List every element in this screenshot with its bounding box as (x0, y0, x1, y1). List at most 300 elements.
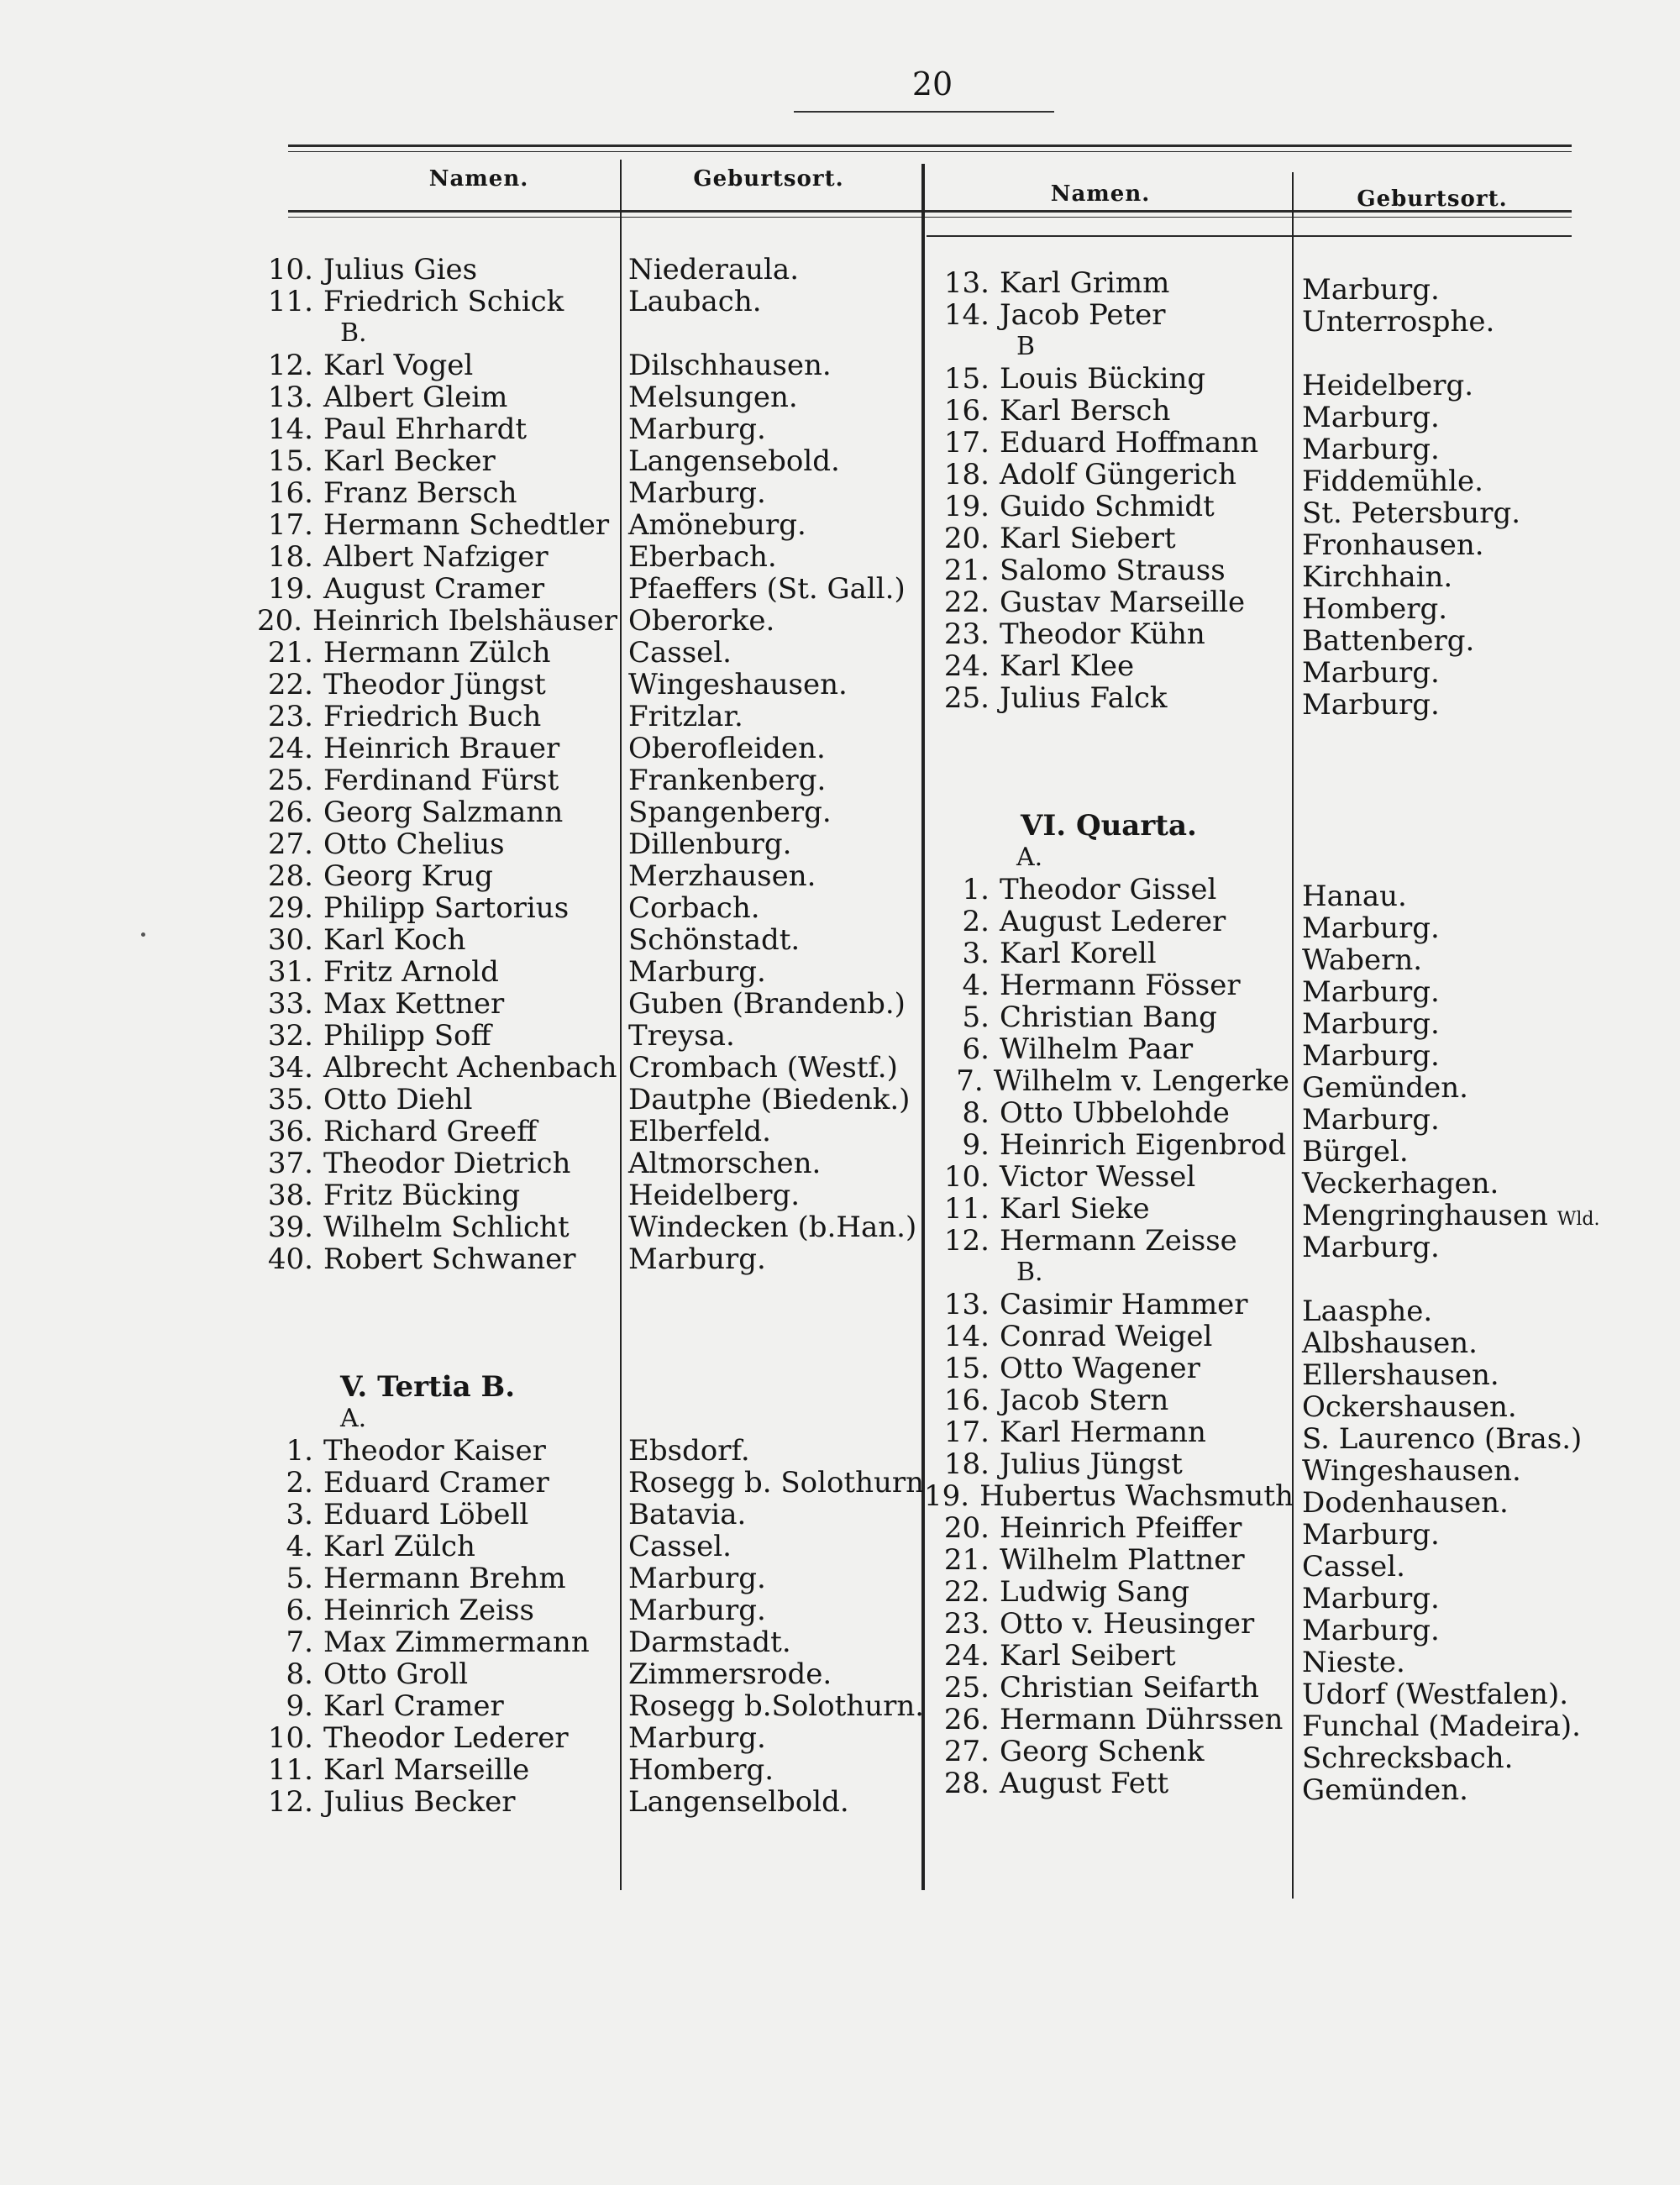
entry-birthplace: Heidelberg. (628, 1179, 801, 1212)
entry-number: 4. (286, 1530, 313, 1563)
header-bottom-rule-right (927, 235, 1572, 237)
entry-name: Philipp Soff (323, 1019, 491, 1053)
entry-name: August Lederer (1000, 905, 1226, 938)
entry-name: Hermann Zülch (323, 636, 551, 670)
entry-birthplace: Marburg. (628, 1594, 766, 1627)
list-item (248, 509, 617, 541)
entry-number: 20. (256, 604, 303, 638)
entry-name: Hubertus Wachsmuth (979, 1479, 1294, 1513)
entry-birthplace: Wingeshausen. (1302, 1454, 1521, 1488)
entry-birthplace: Heidelberg. (1302, 369, 1474, 402)
list-item (924, 1033, 1289, 1065)
entry-name: Conrad Weigel (1000, 1320, 1213, 1353)
entry-birthplace: Rosegg b.Solothurn. (628, 1689, 925, 1723)
list-item (248, 477, 617, 509)
page-number-rule (794, 111, 1054, 113)
list-item (248, 1722, 617, 1754)
entry-name: Karl Vogel (323, 349, 474, 382)
birthplace-row (628, 1148, 918, 1179)
list-item (924, 682, 1289, 714)
list-item (248, 1179, 617, 1211)
entry-number: 30. (267, 923, 313, 957)
birthplace-row (1302, 1710, 1672, 1742)
list-item (248, 1052, 617, 1084)
entry-name: Wilhelm v. Lengerke (993, 1064, 1289, 1098)
entry-name: Karl Korell (1000, 937, 1157, 970)
birthplace-row (628, 1243, 918, 1275)
entry-birthplace: Funchal (Madeira). (1302, 1710, 1581, 1743)
entry-number: 1. (962, 873, 990, 906)
entry-birthplace: Wingeshausen. (628, 668, 848, 701)
entry-number: 1. (286, 1434, 313, 1468)
list-item (248, 1116, 617, 1148)
list-item (248, 254, 617, 286)
entry-birthplace: Crombach (Westf.) (628, 1051, 898, 1085)
entry-birthplace: Darmstadt. (628, 1626, 791, 1659)
section-sublabel (924, 331, 1289, 363)
entry-name: Franz Bersch (323, 476, 517, 510)
entry-number: 10. (943, 1160, 990, 1194)
entry-number: 14. (943, 298, 990, 332)
entry-name: Theodor Lederer (323, 1721, 569, 1755)
list-item (248, 764, 617, 796)
entry-name: Theodor Gissel (1000, 873, 1217, 906)
birthplace-row (628, 828, 918, 860)
entry-birthplace: Guben (Brandenb.) (628, 987, 906, 1021)
entry-birthplace: Marburg. (1302, 911, 1440, 945)
entry-name: Theodor Kaiser (323, 1434, 546, 1468)
list-item (248, 1211, 617, 1243)
entry-name: Max Zimmermann (323, 1626, 590, 1659)
birthplace-row (628, 701, 918, 733)
birthplace-row (1302, 1487, 1672, 1519)
entry-number: 15. (267, 444, 313, 478)
entry-name: Julius Jüngst (1000, 1447, 1183, 1481)
entry-name: Julius Becker (323, 1785, 516, 1819)
entry-birthplace: Marburg. (1302, 1582, 1440, 1615)
entry-birthplace: Marburg. (1302, 1007, 1440, 1041)
list-item (924, 1225, 1289, 1257)
entry-name: Karl Sieke (1000, 1192, 1150, 1226)
entry-birthplace: Dillenburg. (628, 827, 792, 861)
entry-birthplace: Mengringhausen (1302, 1199, 1548, 1232)
section-sublabel (248, 1403, 617, 1435)
entry-name: Albert Gleim (323, 381, 508, 414)
birthplace-row (1302, 1295, 1672, 1327)
entry-birthplace: Langensebold. (628, 444, 840, 478)
entry-number: 8. (286, 1657, 313, 1691)
entry-birthplace: S. Laurenco (Bras.) (1302, 1422, 1583, 1456)
entry-birthplace: Gemünden. (1302, 1773, 1468, 1807)
entry-birthplace: Marburg. (1302, 1614, 1440, 1647)
list-item (248, 1786, 617, 1818)
entry-name: Theodor Dietrich (323, 1147, 571, 1180)
entry-birthplace: Rosegg b. Solothurn (628, 1466, 925, 1500)
table-top-rule-thin (288, 151, 1572, 152)
entry-number: 23. (267, 700, 313, 733)
list-item (924, 427, 1289, 459)
entry-birthplace: Marburg. (1302, 273, 1440, 307)
birthplace-row (628, 573, 918, 605)
entry-name: Karl Hermann (1000, 1416, 1206, 1449)
entry-name: Karl Grimm (1000, 266, 1170, 300)
entry-birthplace: Cassel. (628, 1530, 732, 1563)
entry-name: Otto Diehl (323, 1083, 473, 1116)
entry-number: 13. (267, 381, 313, 414)
entry-birthplace: Altmorschen. (628, 1147, 822, 1180)
entry-name: Hermann Fösser (1000, 969, 1241, 1002)
entry-name: Hermann Zeisse (1000, 1224, 1237, 1258)
birthplace-row (1302, 1359, 1672, 1391)
entry-number: 28. (267, 859, 313, 893)
birthplace-row (628, 1020, 918, 1052)
entry-number: 18. (943, 1447, 990, 1481)
birthplace-row (1302, 1391, 1672, 1423)
birthplace-row (628, 1499, 918, 1531)
entry-birthplace: Homberg. (1302, 592, 1448, 626)
entry-birthplace: Marburg. (1302, 1103, 1440, 1137)
entry-number: 13. (943, 1288, 990, 1321)
list-item (248, 1499, 617, 1531)
entry-name: August Fett (1000, 1767, 1169, 1800)
entry-birthplace: Marburg. (628, 412, 766, 446)
entry-number: 7. (286, 1626, 313, 1659)
birthplace-row (1302, 465, 1672, 497)
birthplace-row (1302, 370, 1672, 402)
entry-number: 25. (943, 681, 990, 715)
entry-name: Ludwig Sang (1000, 1575, 1190, 1609)
birthplace-row (628, 1689, 925, 1723)
entry-number: 18. (943, 458, 990, 491)
entry-name: August Cramer (323, 572, 545, 606)
birthplace-row (628, 1722, 918, 1754)
entry-name: Fritz Arnold (323, 955, 499, 989)
birthplace-row (1302, 1774, 1672, 1806)
entry-birthplace: Laasphe. (1302, 1295, 1433, 1328)
birthplace-row (628, 1435, 918, 1467)
sublabel-text: A. (1016, 843, 1043, 872)
entry-number: 23. (943, 617, 990, 651)
spacer (248, 1275, 617, 1339)
entry-number: 13. (943, 266, 990, 300)
entry-number: 27. (267, 827, 313, 861)
birthplace-row (1302, 976, 1672, 1008)
entry-name: Eduard Hoffmann (1000, 426, 1259, 460)
list-item (924, 395, 1289, 427)
birthplace-row (628, 413, 918, 445)
birthplace-row (1302, 912, 1672, 944)
entry-number: 29. (267, 891, 313, 925)
list-item (924, 906, 1289, 938)
entry-number: 22. (943, 1575, 990, 1609)
list-item (924, 938, 1289, 969)
birthplace-row (1302, 1136, 1672, 1168)
entry-birthplace: Amöneburg. (628, 508, 806, 542)
birthplace-row (1302, 1040, 1672, 1072)
birthplace-row (1302, 274, 1672, 306)
page-number: 20 (911, 66, 953, 102)
entry-number: 21. (943, 1543, 990, 1577)
birthplace-row (1302, 1072, 1672, 1104)
list-item (924, 969, 1289, 1001)
list-item (248, 1594, 617, 1626)
list-item (924, 1065, 1289, 1097)
entry-number: 9. (286, 1689, 313, 1723)
entry-number: 12. (267, 1785, 313, 1819)
entry-birthplace: Marburg. (1302, 688, 1440, 722)
entry-name: Karl Bersch (1000, 394, 1171, 428)
entry-name: Gustav Marseille (1000, 586, 1246, 619)
entry-birthplace: Marburg. (1302, 433, 1440, 466)
birthplace-row (1302, 306, 1672, 338)
list-item (924, 1479, 1294, 1513)
entry-name: Theodor Kühn (1000, 617, 1205, 651)
birthplace-row (628, 733, 918, 764)
entry-number: 10. (267, 253, 313, 286)
list-item (924, 299, 1289, 331)
birthplace-row (1302, 721, 1672, 785)
birthplace-row (628, 764, 918, 796)
entry-name: Karl Marseille (323, 1753, 530, 1787)
entry-birthplace: Fronhausen. (1302, 528, 1484, 562)
entry-number: 24. (943, 1639, 990, 1673)
list-item (924, 554, 1289, 586)
entry-number: 17. (943, 1416, 990, 1449)
entry-birthplace: Kirchhain. (1302, 560, 1453, 594)
list-item (924, 1672, 1289, 1704)
entry-number: 11. (943, 1192, 990, 1226)
entry-birthplace: Hanau. (1302, 880, 1407, 913)
list-item (924, 1704, 1289, 1736)
entry-name: Ferdinand Fürst (323, 764, 559, 797)
birthplace-row (1302, 1519, 1672, 1551)
birthplace-row (628, 1658, 918, 1690)
entry-number: 19. (267, 572, 313, 606)
entry-birthplace: Cassel. (628, 636, 732, 670)
entry-name: Georg Krug (323, 859, 493, 893)
entry-birthplace: Zimmersrode. (628, 1657, 832, 1691)
birthplace-row (1302, 1263, 1672, 1295)
birthplace-row (628, 1754, 918, 1786)
spacer (924, 714, 1289, 778)
entry-birthplace: Ebsdorf. (628, 1434, 750, 1468)
birthplace-row (1302, 593, 1672, 625)
entry-birthplace: Dodenhausen. (1302, 1486, 1509, 1520)
list-item (924, 1321, 1289, 1352)
entry-number: 3. (286, 1498, 313, 1531)
entry-number: 9. (962, 1128, 990, 1162)
entry-name: Louis Bücking (1000, 362, 1206, 396)
entry-number: 32. (267, 1019, 313, 1053)
class-heading-text: VI. Quarta. (1021, 809, 1197, 843)
entry-birthplace: Marburg. (628, 476, 766, 510)
entry-name: Jacob Peter (1000, 298, 1166, 332)
entry-name: Wilhelm Plattner (1000, 1543, 1245, 1577)
entry-number: 14. (267, 412, 313, 446)
entry-birthplace: Marburg. (628, 1242, 766, 1276)
list-item (924, 1129, 1289, 1161)
entry-name: Eduard Cramer (323, 1466, 549, 1500)
entry-number: 12. (267, 349, 313, 382)
birthplace-row (628, 1052, 918, 1084)
class-heading (248, 1339, 617, 1403)
table-top-rule (288, 144, 1572, 147)
entry-name: Theodor Jüngst (323, 668, 546, 701)
birthplace-row (628, 1563, 918, 1594)
entry-name: Paul Ehrhardt (323, 412, 528, 446)
entry-birthplace: Schönstadt. (628, 923, 801, 957)
entry-birthplace: Marburg. (628, 1721, 766, 1755)
birthplace-row (628, 988, 918, 1020)
birthplace-row (628, 1594, 918, 1626)
birthplace-row (628, 669, 918, 701)
entry-name: Wilhelm Schlicht (323, 1211, 570, 1244)
sublabel-text: B. (1016, 1258, 1043, 1287)
entry-number: 19. (924, 1479, 970, 1513)
list-item (248, 1084, 617, 1116)
list-item (248, 1626, 617, 1658)
list-item (924, 1097, 1289, 1129)
list-item (924, 1608, 1289, 1640)
birthplace-row (628, 637, 918, 669)
right-names-column (924, 266, 1294, 1800)
entry-name: Karl Klee (1000, 649, 1135, 683)
entry-birthplace: Homberg. (628, 1753, 774, 1787)
birthplace-row (628, 541, 918, 573)
entry-birthplace: Unterrosphe. (1302, 305, 1495, 339)
sublabel-text: B. (340, 318, 367, 348)
entry-name: Salomo Strauss (1000, 554, 1226, 587)
entry-number: 2. (962, 905, 990, 938)
left-names-column (248, 254, 617, 1818)
birthplace-row (1302, 944, 1672, 976)
birthplace-row (628, 445, 918, 477)
list-item (248, 701, 617, 733)
birthplace-row (1302, 1742, 1672, 1774)
entry-number: 26. (267, 796, 313, 829)
entry-number: 18. (267, 540, 313, 574)
birthplace-row (1302, 497, 1672, 529)
entry-birthplace: Oberorke. (628, 604, 775, 638)
list-item (924, 267, 1289, 299)
list-item (924, 650, 1289, 682)
birthplace-row (1302, 1615, 1672, 1647)
birthplace-row (628, 381, 918, 413)
entry-number: 5. (286, 1562, 313, 1595)
entry-name: Jacob Stern (1000, 1384, 1169, 1417)
entry-name: Heinrich Zeiss (323, 1594, 534, 1627)
entry-name: Eduard Löbell (323, 1498, 529, 1531)
birthplace-row (1302, 785, 1672, 848)
entry-birthplace: Gemünden. (1302, 1071, 1468, 1105)
entry-birthplace: Nieste. (1302, 1646, 1405, 1679)
entry-birthplace: Marburg. (628, 955, 766, 989)
entry-birthplace: Marburg. (1302, 656, 1440, 690)
entry-name: Otto Groll (323, 1657, 469, 1691)
entry-name: Karl Koch (323, 923, 466, 957)
birthplace-row (628, 1275, 918, 1339)
entry-birthplace: Marburg. (1302, 1039, 1440, 1073)
entry-number: 38. (267, 1179, 313, 1212)
birthplace-row (628, 509, 918, 541)
entry-birthplace: Fritzlar. (628, 700, 743, 733)
list-item (924, 1384, 1289, 1416)
birthplace-row (1302, 1647, 1672, 1678)
entry-name: Casimir Hammer (1000, 1288, 1248, 1321)
list-item (924, 1544, 1289, 1576)
header-right-birthplace: Geburtsort. (1357, 186, 1508, 212)
entry-number: 34. (267, 1051, 313, 1085)
entry-birthplace: Fiddemühle. (1302, 465, 1483, 498)
birthplace-row (628, 318, 918, 349)
entry-birthplace: Marburg. (628, 1562, 766, 1595)
entry-number: 5. (962, 1001, 990, 1034)
list-item (248, 1243, 617, 1275)
list-item (924, 1767, 1289, 1799)
birthplace-row (1302, 1327, 1672, 1359)
birthplace-row (628, 349, 918, 381)
entry-name: Karl Seibert (1000, 1639, 1176, 1673)
birthplace-row (1302, 848, 1672, 880)
list-item (248, 1531, 617, 1563)
entry-number: 12. (943, 1224, 990, 1258)
entry-number: 3. (962, 937, 990, 970)
entry-birthplace: Windecken (b.Han.) (628, 1211, 917, 1244)
entry-number: 25. (943, 1671, 990, 1704)
birthplace-row (1302, 433, 1672, 465)
list-item (248, 286, 617, 318)
entry-name: Max Kettner (323, 987, 505, 1021)
entry-number: 28. (943, 1767, 990, 1800)
list-item (248, 1690, 617, 1722)
header-left-names: Namen. (428, 166, 529, 192)
birthplace-row (1302, 561, 1672, 593)
entry-birthplace: Veckerhagen. (1302, 1167, 1499, 1200)
list-item (924, 1161, 1289, 1193)
birthplace-row (628, 892, 918, 924)
entry-number: 33. (267, 987, 313, 1021)
list-item (248, 1435, 617, 1467)
list-item (924, 1448, 1289, 1480)
entry-number: 11. (267, 285, 313, 318)
entry-number: 20. (943, 522, 990, 555)
entry-name: Friedrich Buch (323, 700, 542, 733)
entry-birthplace: Cassel. (1302, 1550, 1405, 1584)
left-birthplace-column (628, 253, 925, 1819)
entry-birthplace: Wabern. (1302, 943, 1423, 977)
entry-name: Heinrich Brauer (323, 732, 560, 765)
birthplace-row (1302, 338, 1672, 370)
list-item (248, 1148, 617, 1179)
entry-birthplace: Dilschhausen. (628, 349, 832, 382)
list-item (924, 491, 1289, 523)
entry-birthplace: Batavia. (628, 1498, 747, 1531)
margin-dot (141, 932, 145, 937)
entry-name: Christian Bang (1000, 1001, 1217, 1034)
entry-birthplace: Merzhausen. (628, 859, 816, 893)
entry-number: 26. (943, 1703, 990, 1736)
list-item (248, 1563, 617, 1594)
birthplace-row (628, 1339, 918, 1403)
entry-birthplace: Albshausen. (1302, 1326, 1478, 1360)
entry-number: 31. (267, 955, 313, 989)
birthplace-row (1302, 1551, 1672, 1583)
list-item (248, 541, 617, 573)
entry-birthplace-suffix: Wld. (1557, 1209, 1600, 1230)
entry-number: 16. (267, 476, 313, 510)
birthplace-row (628, 956, 918, 988)
list-item (248, 349, 617, 381)
